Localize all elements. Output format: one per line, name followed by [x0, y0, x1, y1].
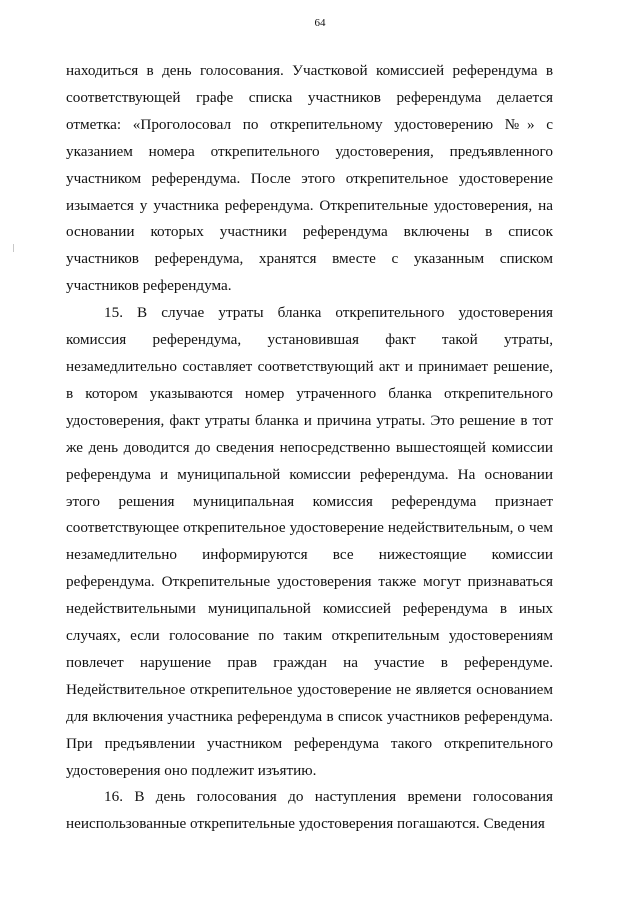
document-body	[66, 58, 553, 838]
paragraph-item-15: 15. В случае утраты бланка открепительного удостоверения комиссия референдума, установившая факт такой утраты, незамедлительно составляет соответствующий акт и принимает решение, в котором указываются номер утраченного бланка открепительного удостоверения, факт утраты бланка и причина утраты. Это решение в тот же день доводится до сведения непосредственно вышестоящей комиссии референдума и муниципальной комиссии референдума. На основании этого решения муниципальная комиссия референдума признает соответствующее открепительное удостоверение недействительным, о чем незамедлительно информируются все нижестоящие комиссии референдума. Открепительные удостоверения также могут признаваться недействительными муниципальной комиссией референдума в иных случаях, если голосование по таким открепительным удостоверениям повлечет нарушение прав граждан на участие в референдуме. Недействительное открепительное удостоверение не является основанием для включения участника референдума в список участников референдума. При предъявлении участником референдума такого открепительного удостоверения оно подлежит изъятию.	[66, 304, 553, 779]
paragraph-continuation: находиться в день голосования. Участковой комиссией референдума в соответствующей графе списка участников референдума делается отметка: «Проголосовал по открепительному удостоверению №» с указанием номера открепительного удостоверения, предъявленного участником референдума. После этого открепительное удостоверение изымается у участника референдума. Открепительные удостоверения, на основании которых участники референдума включены в список участников референдума, хранятся вместе с указанным списком участников референдума.	[66, 62, 553, 295]
paragraph-item-16: 16. В день голосования до наступления времени голосования неиспользованные открепительные удостоверения погашаются. Сведения	[66, 788, 553, 833]
page-number: 64	[314, 17, 326, 29]
margin-mark	[13, 244, 14, 252]
